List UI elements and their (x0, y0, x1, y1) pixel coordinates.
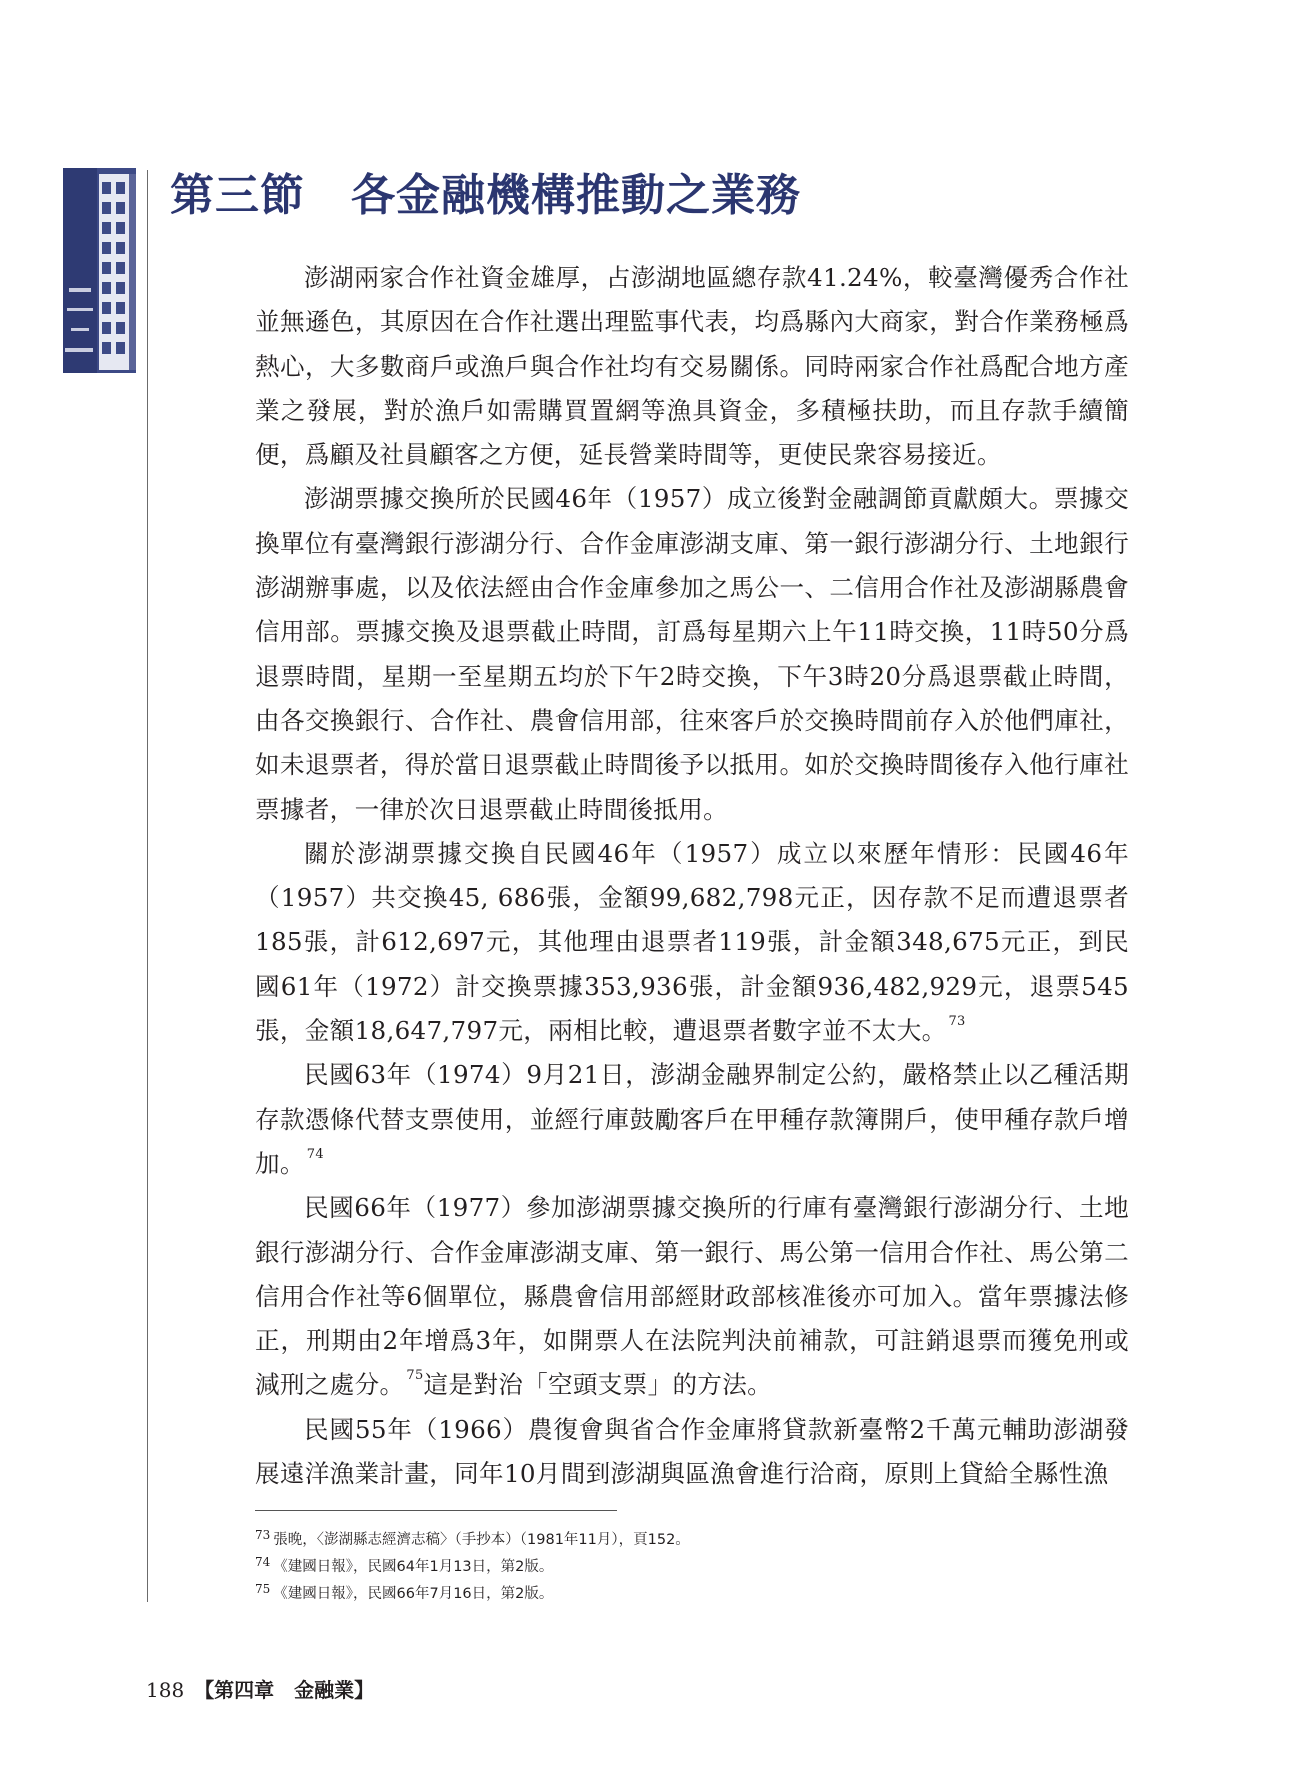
paragraph (255, 832, 1129, 1053)
section-number: 第三節 (170, 170, 305, 221)
chapter-label: 【第四章 金融業】 (194, 1678, 375, 1702)
footnote-number: 75 (255, 1582, 271, 1596)
building-photo-icon (63, 168, 136, 373)
paragraph-text: 民國55年（1966）農復會與省合作金庫將貸款新臺幣2千萬元輔助澎湖發展遠洋漁業計畫，同年10月間到澎湖與區漁會進行洽商，原則上貸給全縣性漁 (255, 1414, 1129, 1489)
paragraph (255, 1408, 1129, 1497)
section-heading (170, 168, 801, 224)
footnote (255, 1527, 1075, 1554)
footnote-text: 《建國日報》，民國64年1月13日，第2版。 (273, 1559, 554, 1575)
footnote-number: 74 (255, 1555, 271, 1569)
paragraph-text: 澎湖票據交換所於民國46年（1957）成立後對金融調節貢獻頗大。票據交換單位有臺灣銀行澎湖分行、合作金庫澎湖支庫、第一銀行澎湖分行、土地銀行澎湖辦事處，以及依法經由合作金庫參加之馬公一、二信用合作社及澎湖縣農會信用部。票據交換及退票截止時間，訂爲每星期六上午11時交換，11時50分爲退票時間，星期一至星期五均於下午2時交換，下午3時20分爲退票截止時間，由各交換銀行、合作社、農會信用部，往來客戶於交換時間前存入於他們庫社，如未退票者，得於當日退票截止時間後予以抵用。如於交換時間後存入他行庫社票據者，一律於次日退票截止時間後抵用。 (255, 484, 1129, 824)
footnote (255, 1581, 1075, 1608)
paragraph (255, 256, 1129, 477)
footnote-text: 張晚，〈澎湖縣志經濟志稿〉（手抄本）（1981年11月），頁152。 (273, 1532, 690, 1548)
paragraph-tail: 這是對治「空頭支票」的方法。 (423, 1370, 773, 1400)
footnotes (255, 1527, 1075, 1608)
footnote (255, 1554, 1075, 1581)
paragraph-text: 關於澎湖票據交換自民國46年（1957）成立以來歷年情形：民國46年（1957）共交換45, 686張，金額99,682,798元正，因存款不足而遭退票者185張，計612,697元，其他理由退票者119張，計金額348,675元正，到民國61年（1972）計交換票據353,936張，計金額936,482,929元，退票545張，金額18,647,797元，兩相比較，遭退票者數字並不太大。 (255, 838, 1129, 1046)
paragraph-text: 民國63年（1974）9月21日，澎湖金融界制定公約，嚴格禁止以乙種活期存款憑條代替支票使用，並經行庫鼓勵客戶在甲種存款簿開戶，使甲種存款戶增加。 (255, 1060, 1129, 1178)
footnote-ref: 74 (306, 1146, 324, 1162)
page-footer (146, 1677, 374, 1703)
paragraph-text: 民國66年（1977）參加澎湖票據交換所的行庫有臺灣銀行澎湖分行、土地銀行澎湖分行、合作金庫澎湖支庫、第一銀行、馬公第一信用合作社、馬公第二信用合作社等6個單位，縣農會信用部經財政部核准後亦可加入。當年票據法修正，刑期由2年增爲3年，如開票人在法院判決前補款，可註銷退票而獲免刑或減刑之處分。 (255, 1193, 1129, 1400)
paragraph (255, 477, 1129, 831)
footnote-number: 73 (255, 1528, 271, 1542)
paragraph (255, 1053, 1129, 1186)
footnote-text: 《建國日報》，民國66年7月16日，第2版。 (273, 1586, 554, 1602)
section-title-text: 各金融機構推動之業務 (351, 170, 801, 221)
footnote-ref: 75 (406, 1368, 424, 1384)
footnote-divider (255, 1510, 617, 1511)
margin-rule (147, 170, 148, 1602)
section-header-photo (63, 168, 136, 373)
paragraph-text: 澎湖兩家合作社資金雄厚，占澎湖地區總存款41.24%，較臺灣優秀合作社並無遜色，其原因在合作社選出理監事代表，均爲縣內大商家，對合作業務極爲熱心，大多數商戶或漁戶與合作社均有交易關係。同時兩家合作社爲配合地方產業之發展，對於漁戶如需購買置網等漁具資金，多積極扶助，而且存款手續簡便，爲顧及社員顧客之方便，延長營業時間等，更使民衆容易接近。 (255, 263, 1129, 470)
footnote-ref: 73 (948, 1014, 966, 1030)
body-text (255, 256, 1129, 1496)
paragraph (255, 1186, 1129, 1407)
page-number: 188 (146, 1678, 185, 1702)
